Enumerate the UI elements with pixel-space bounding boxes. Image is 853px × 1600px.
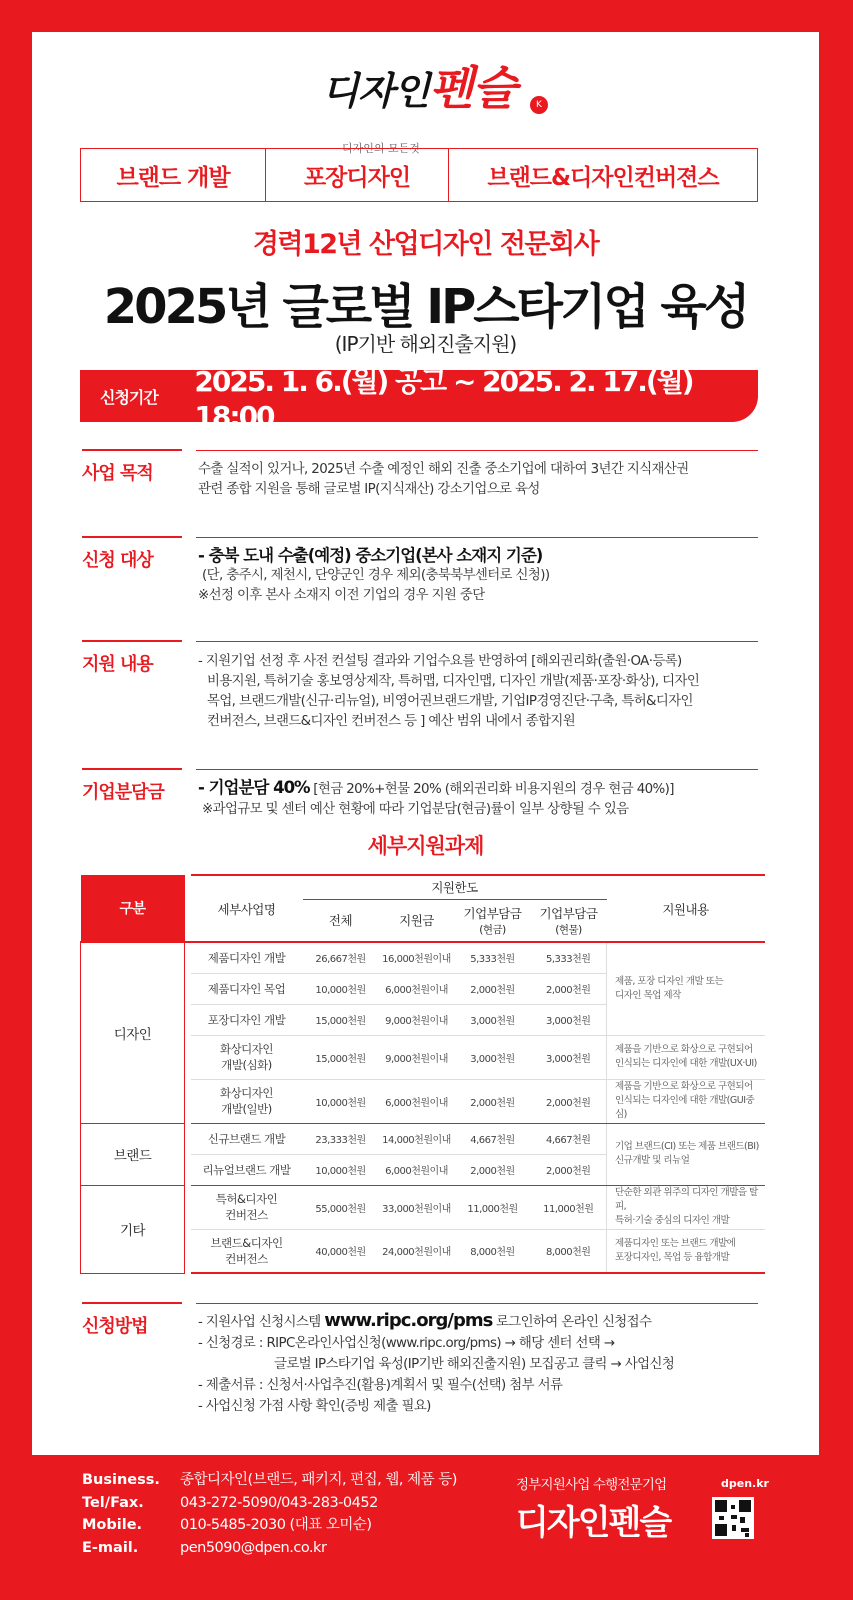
target-note-2: ※선정 이후 본사 소재지 이전 기업의 경우 지원 중단 xyxy=(198,588,485,603)
header-gubun: 구분 xyxy=(81,875,185,941)
row-kind: 3,000천원 xyxy=(531,1035,607,1079)
row-grant: 16,000천원이내 xyxy=(379,942,455,973)
tab-brand: 브랜드 개발 xyxy=(81,149,266,201)
section-target-label: 신청 대상 xyxy=(82,536,182,572)
support-line: 목업, 브랜드개발(신규·리뉴얼), 비영어권브랜드개발, 기업IP경영진단·구축, 특허&디자인 xyxy=(207,694,693,709)
footer-gov-text: 정부지원사업 수행전문기업 xyxy=(516,1477,667,1493)
row-grant: 6,000천원이내 xyxy=(379,1154,455,1185)
share-main: - 기업분담 40% xyxy=(198,778,310,797)
row-cash: 2,000천원 xyxy=(455,1079,531,1123)
group-brand: 브랜드 xyxy=(81,1123,185,1185)
row-total: 10,000천원 xyxy=(303,1079,379,1123)
ripc-link[interactable]: www.ripc.org/pms xyxy=(324,1310,493,1331)
row-name: 특허&디자인 컨버전스 xyxy=(191,1185,303,1229)
logo-wordmark xyxy=(322,52,516,118)
page-title: 2025년 글로벌 IP스타기업 육성 xyxy=(103,279,748,335)
method-line: - 신청경로 : RIPC온라인사업신청(www.ripc.org/pms) → 해당 센터 선택 → xyxy=(198,1336,615,1351)
header-kind: 기업부담금 (현물) xyxy=(531,899,607,941)
row-desc: 제품, 포장 디자인 개발 또는 디자인 목업 제작 xyxy=(607,942,765,1035)
support-table xyxy=(80,874,765,1274)
row-kind: 4,667천원 xyxy=(531,1123,607,1154)
row-total: 40,000천원 xyxy=(303,1229,379,1273)
logo-red-text: 펜슬 xyxy=(429,61,516,115)
row-cash: 2,000천원 xyxy=(455,1154,531,1185)
row-desc: 제품을 기반으로 화상으로 구현되어 인식되는 디자인에 대한 개발(GUI중심) xyxy=(607,1079,765,1123)
row-name: 리뉴얼브랜드 개발 xyxy=(191,1154,303,1185)
row-total: 23,333천원 xyxy=(303,1123,379,1154)
row-grant: 24,000천원이내 xyxy=(379,1229,455,1273)
footer-values xyxy=(180,1469,457,1559)
row-kind: 11,000천원 xyxy=(531,1185,607,1229)
row-cash: 3,000천원 xyxy=(455,1035,531,1079)
header-cash: 기업부담금 (현금) xyxy=(455,899,531,941)
row-name: 포장디자인 개발 xyxy=(191,1004,303,1035)
header-item: 세부사업명 xyxy=(191,875,303,941)
row-grant: 9,000천원이내 xyxy=(379,1004,455,1035)
table-row xyxy=(81,1123,765,1154)
logo-seal-icon: K xyxy=(530,96,548,114)
tab-convergence: 브랜드&디자인컨버젼스 xyxy=(487,164,719,191)
method-line: 글로벌 IP스타기업 육성(IP기반 해외진출지원) 모집공고 클릭 → 사업신청 xyxy=(274,1357,675,1372)
title-sub: (IP기반 해외진출지원) xyxy=(334,332,517,356)
row-kind: 2,000천원 xyxy=(531,973,607,1004)
row-name: 화상디자인 개발(일반) xyxy=(191,1079,303,1123)
section-share-rule xyxy=(196,769,758,770)
row-desc: 단순한 외관 위주의 디자인 개발을 탈피, 특허·기술 중심의 디자인 개발 xyxy=(607,1185,765,1229)
row-cash: 8,000천원 xyxy=(455,1229,531,1273)
method-line: - 사업신청 가점 사항 확인(증빙 제출 필요) xyxy=(198,1399,431,1414)
row-kind: 2,000천원 xyxy=(531,1154,607,1185)
footer-business: 종합디자인(브랜드, 패키지, 편집, 웹, 제품 등) xyxy=(180,1472,457,1488)
section-purpose-rule xyxy=(196,450,758,451)
support-line: 컨버전스, 브랜드&디자인 컨버전스 등 ] 예산 범위 내에서 종합지원 xyxy=(207,714,576,729)
qr-code-icon[interactable] xyxy=(712,1497,754,1539)
section-purpose-text xyxy=(198,460,763,500)
section-support-label: 지원 내용 xyxy=(82,640,182,676)
row-total: 10,000천원 xyxy=(303,973,379,1004)
period-value: 2025. 1. 6.(월) 공고 ~ 2025. 2. 17.(월) 18:00 xyxy=(194,364,693,433)
row-kind: 3,000천원 xyxy=(531,1004,607,1035)
section-share-label: 기업분담금 xyxy=(82,768,182,804)
support-line: - 지원기업 선정 후 사전 컨설팅 결과와 기업수요를 반영하여 [해외권리화(출원·OA·등록) xyxy=(198,654,682,669)
row-desc: 기업 브랜드(CI) 또는 제품 브랜드(BI) 신규개발 및 리뉴얼 xyxy=(607,1123,765,1185)
header-limit: 지원한도 xyxy=(303,875,607,899)
row-name: 제품디자인 개발 xyxy=(191,942,303,973)
row-desc: 제품디자인 또는 브랜드 개발에 포장디자인, 목업 등 융합개발 xyxy=(607,1229,765,1273)
row-grant: 9,000천원이내 xyxy=(379,1035,455,1079)
section-method-rule xyxy=(196,1303,758,1304)
group-etc: 기타 xyxy=(81,1185,185,1273)
logo-tagline: 디자인의 모든것 xyxy=(342,142,420,155)
purpose-line: 수출 실적이 있거나, 2025년 수출 예정인 해외 진출 중소기업에 대하여 3년간 지식재산권 xyxy=(198,462,689,477)
row-kind: 5,333천원 xyxy=(531,942,607,973)
row-grant: 33,000천원이내 xyxy=(379,1185,455,1229)
footer-url[interactable]: dpen.kr xyxy=(721,1477,769,1490)
row-name: 화상디자인 개발(심화) xyxy=(191,1035,303,1079)
target-note-1: (단, 충주시, 제천시, 단양군인 경우 제외(충북북부센터로 신청)) xyxy=(202,568,550,583)
footer-email[interactable]: pen5090@dpen.co.kr xyxy=(180,1539,327,1556)
row-kind: 8,000천원 xyxy=(531,1229,607,1273)
row-grant: 6,000천원이내 xyxy=(379,1079,455,1123)
table-row xyxy=(81,1185,765,1229)
method-line: - 제출서류 : 신청서·사업추진(활용)계획서 및 필수(선택) 첨부 서류 xyxy=(198,1378,563,1393)
category-tabs xyxy=(80,148,758,202)
section-support-text xyxy=(198,652,763,732)
section-share-text xyxy=(198,778,763,820)
row-desc: 제품을 기반으로 화상으로 구현되어 인식되는 디자인에 대한 개발(UX·UI) xyxy=(607,1035,765,1079)
footer-keys: Business. Tel/Fax. Mobile. E-mail. xyxy=(82,1472,160,1556)
row-cash: 4,667천원 xyxy=(455,1123,531,1154)
section-target-text xyxy=(198,546,763,606)
footer-tel: 043-272-5090/043-283-0452 xyxy=(180,1494,378,1511)
header-grant: 지원금 xyxy=(379,899,455,941)
support-line: 비용지원, 특허기술 홍보영상제작, 특허맵, 디자인맵, 디자인 개발(제품·포장·화상), 디자인 xyxy=(207,674,700,689)
header-desc: 지원내용 xyxy=(607,875,765,941)
logo xyxy=(322,52,562,157)
row-cash: 11,000천원 xyxy=(455,1185,531,1229)
row-total: 15,000천원 xyxy=(303,1004,379,1035)
row-grant: 6,000천원이내 xyxy=(379,973,455,1004)
row-total: 15,000천원 xyxy=(303,1035,379,1079)
footer xyxy=(0,1455,853,1600)
table-row xyxy=(81,942,765,973)
row-name: 브랜드&디자인 컨버전스 xyxy=(191,1229,303,1273)
poster-sheet xyxy=(32,32,819,1455)
row-cash: 2,000천원 xyxy=(455,973,531,1004)
share-note: ※과업규모 및 센터 예산 현황에 따라 기업분담(현금)률이 일부 상향될 수 있음 xyxy=(202,802,629,817)
footer-mobile: 010-5485-2030 (대표 오미순) xyxy=(180,1517,372,1533)
row-grant: 14,000천원이내 xyxy=(379,1123,455,1154)
logo-black-text: 디자인 xyxy=(322,68,430,113)
application-period-bar xyxy=(80,364,758,433)
section-method-label: 신청방법 xyxy=(82,1302,182,1338)
row-cash: 3,000천원 xyxy=(455,1004,531,1035)
tab-package: 포장디자인 xyxy=(266,149,449,201)
target-main: - 충북 도내 수출(예정) 중소기업(본사 소재지 기준) xyxy=(198,546,543,565)
share-detail: [현금 20%+현물 20% (해외권리화 비용지원의 경우 현금 40%)] xyxy=(313,782,674,797)
row-name: 신규브랜드 개발 xyxy=(191,1123,303,1154)
purpose-line: 관련 종합 지원을 통해 글로벌 IP(지식재산) 강소기업으로 육성 xyxy=(198,482,540,497)
row-total: 55,000천원 xyxy=(303,1185,379,1229)
row-kind: 2,000천원 xyxy=(531,1079,607,1123)
group-design: 디자인 xyxy=(81,942,185,1123)
header-subtitle: 경력12년 산업디자인 전문회사 xyxy=(252,229,599,260)
header-total: 전체 xyxy=(303,899,379,941)
row-total: 10,000천원 xyxy=(303,1154,379,1185)
section-support-rule xyxy=(196,641,758,642)
section-purpose-label: 사업 목적 xyxy=(82,449,182,485)
row-total: 26,667천원 xyxy=(303,942,379,973)
row-name: 제품디자인 목업 xyxy=(191,973,303,1004)
footer-brand: 디자인펜슬 xyxy=(516,1503,671,1543)
table-title: 세부지원과제 xyxy=(367,834,484,858)
section-method-text: - 지원사업 신청시스템 www.ripc.org/pms 로그인하여 온라인 신청접수 - 신청경로 : RIPC온라인사업신청(www.ripc.org/pms) → 해당 센터 선택 → 글로벌 IP스타기업 육성(IP기반 해외진출지원) 모집공고 클릭 → 사업신청 - 제출서류 : 신청서·사업추진(활용)계획서 및 필수(선택) 첨부 서류 - 사업신청 가점 사항 확인(증빙 제출 필요) xyxy=(198,1310,763,1417)
row-cash: 5,333천원 xyxy=(455,942,531,973)
period-label: 신청기간 xyxy=(100,387,158,407)
section-target-rule xyxy=(196,537,758,538)
